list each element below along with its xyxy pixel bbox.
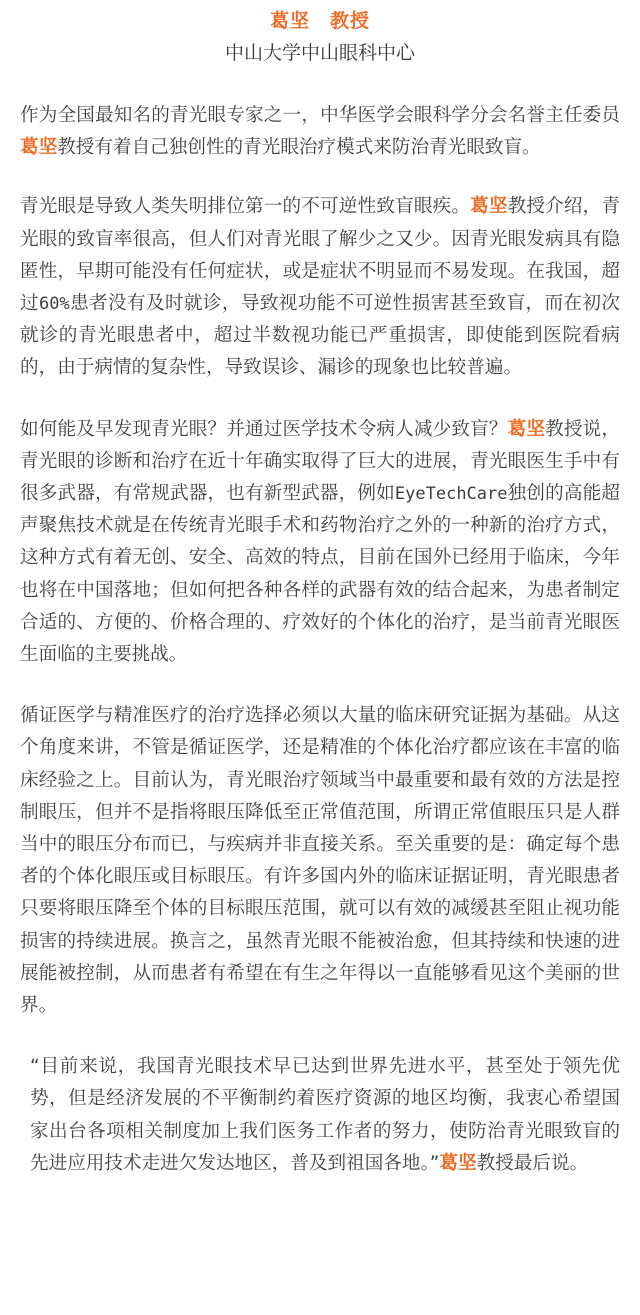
paragraph-text: 教授说，青光眼的诊断和治疗在近十年确实取得了巨大的进展，青光眼医生手中有很多武器，有常规武器，也有新型武器，例如 xyxy=(20,418,620,505)
paragraph-glaucoma-risk xyxy=(20,191,620,384)
paragraph-text: 如何能及早发现青光眼？并通过医学技术令病人减少致盲？ xyxy=(20,418,508,440)
brand-name: EyeTechCare xyxy=(394,484,508,505)
paragraph-treatment xyxy=(20,414,620,672)
highlighted-name: 葛坚 xyxy=(20,137,58,159)
paragraph-evidence: 循证医学与精准医疗的治疗选择必须以大量的临床研究证据为基础。从这个角度来讲，不管是循证医学，还是精准的个体化治疗都应该在丰富的临床经验之上。目前认为，青光眼治疗领域当中最重要和最有效的方法是控制眼压，但并不是指将眼压降低至正常值范围，所谓正常值眼压只是人群当中的眼压分布而已，与疾病并非直接关系。至关重要的是：确定每个患者的个体化眼压或目标眼压。有许多国内外的临床证据证明，青光眼患者只要将眼压降至个体的目标眼压范围，就可以有效的减缓甚至阻止视功能损害的持续进展。换言之，虽然青光眼不能被治愈，但其持续和快速的进展能被控制，从而患者有希望在有生之年得以一直能够看见这个美丽的世界。 xyxy=(20,705,620,1017)
author-name-title xyxy=(20,6,620,36)
author-name: 葛坚 xyxy=(269,10,310,32)
paragraph-quote xyxy=(20,1051,620,1180)
paragraph-text: 教授最后说。 xyxy=(476,1152,589,1174)
paragraph-text: 教授介绍，青光眼的致盲率很高，但人们对青光眼了解少之又少。因青光眼发病具有隐匿性，早期可能没有任何症状，或是症状不明显而不易发现。在我国，超过 xyxy=(20,196,620,315)
author-title: 教授 xyxy=(330,10,371,32)
paragraph-text: 青光眼是导致人类失明排位第一的不可逆性致盲眼疾。 xyxy=(20,196,471,218)
paragraph-intro xyxy=(20,100,620,164)
article-header xyxy=(20,6,620,70)
paragraph-text: 独创的高能超声聚焦技术就是在传统青光眼手术和药物治疗之外的一种新的治疗方式，这种方式有着无创、安全、高效的特点，目前在国外已经用于临床，今年也将在中国落地；但如何把各种各样的武器有效的结合起来，为患者制定合适的、方便的、价格合理的、疗效好的个体化的治疗，是当前青光眼医生面临的主要挑战。 xyxy=(20,483,620,666)
paragraph-text: 教授有着自己独创性的青光眼治疗模式来防治青光眼致盲。 xyxy=(57,137,541,159)
paragraph-text: 作为全国最知名的青光眼专家之一，中华医学会眼科学分会名誉主任委员 xyxy=(20,105,620,126)
highlighted-name: 葛坚 xyxy=(439,1152,477,1174)
quote-text: “目前来说，我国青光眼技术早已达到世界先进水平，甚至处于领先优势，但是经济发展的不平衡制约着医疗资源的地区均衡，我衷心希望国家出台各项相关制度加上我们医务工作者的努力，使防治青光眼致盲的先进应用技术走进欠发达地区，普及到祖国各地。” xyxy=(30,1056,620,1174)
highlighted-name: 葛坚 xyxy=(507,418,546,440)
author-affiliation: 中山大学中山眼科中心 xyxy=(224,42,415,64)
highlighted-name: 葛坚 xyxy=(470,196,508,218)
paragraph-text: 患者没有及时就诊，导致视功能不可逆性损害甚至致盲，而在初次就诊的青光眼患者中，超过半数视功能已严重损害，即使能到医院看病的，由于病情的复杂性，导致误诊、漏诊的现象也比较普遍。 xyxy=(20,293,620,379)
percentage-value: 60% xyxy=(38,294,70,315)
